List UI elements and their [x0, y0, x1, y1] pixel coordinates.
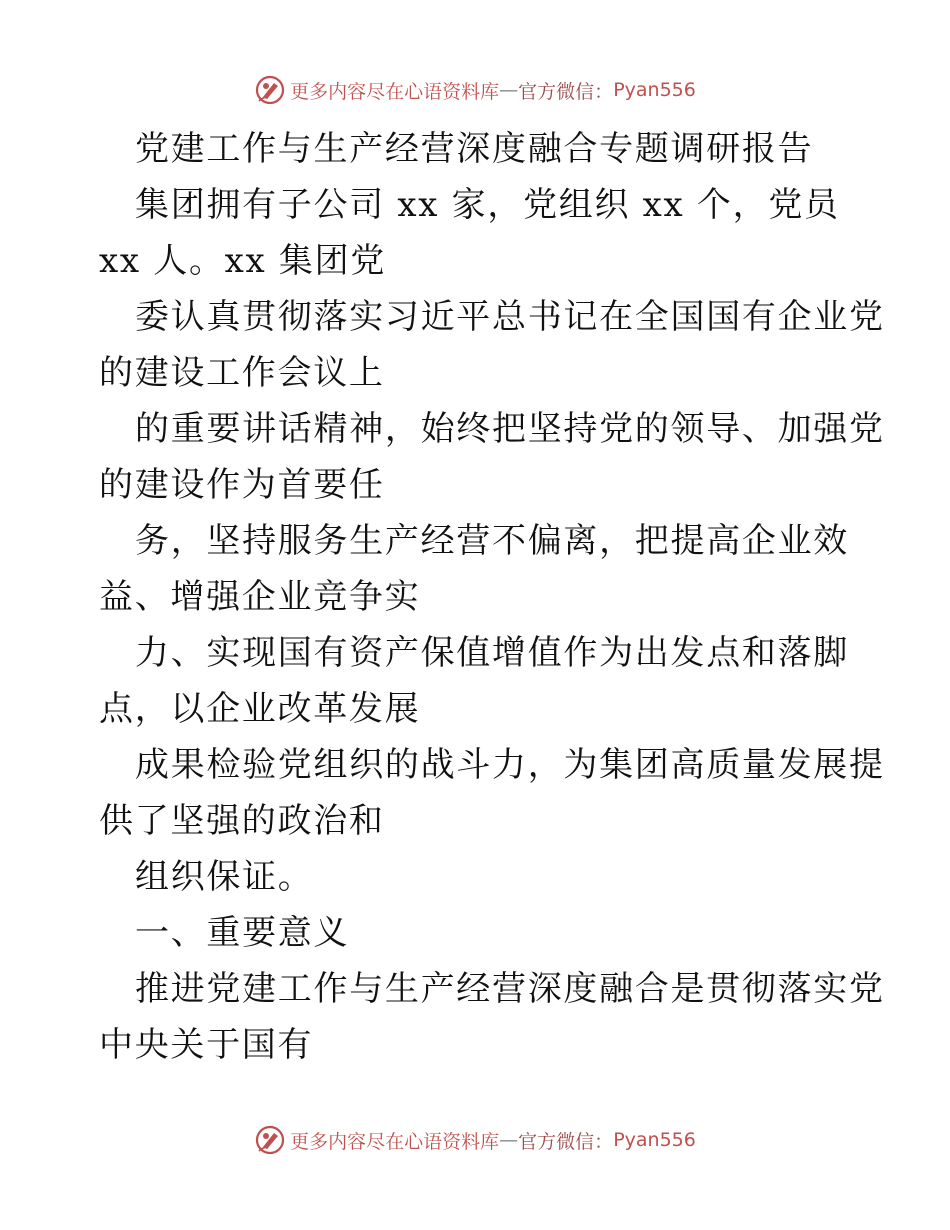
paragraph-line: 的建设作为首要任 [99, 465, 385, 505]
paragraph-line: 组织保证。 [135, 857, 314, 897]
paragraph-line: 供了坚强的政治和 [99, 801, 385, 841]
pen-nib-logo-icon [254, 74, 286, 106]
paragraph-line: 的重要讲话精神，始终把坚持党的领导、加强党 [135, 409, 885, 449]
banner-brand-text: 更多内容尽在心语资料库 [290, 80, 500, 103]
paragraph-line: 益、增强企业竞争实 [99, 577, 421, 617]
pen-nib-logo-icon [254, 1124, 286, 1156]
paragraph-line: 务，坚持服务生产经营不偏离，把提高企业效 [135, 521, 849, 561]
header-watermark-banner [0, 70, 950, 110]
banner-wechat-id: Pyan556 [613, 79, 696, 101]
banner-dash: — [499, 1129, 519, 1151]
footer-watermark-banner [0, 1120, 950, 1160]
banner-dash: — [499, 79, 519, 101]
paragraph-line: 成果检验党组织的战斗力，为集团高质量发展提 [135, 745, 885, 785]
section-heading: 一、重要意义 [135, 913, 350, 953]
paragraph-line: 推进党建工作与生产经营深度融合是贯彻落实党 [135, 969, 885, 1009]
paragraph-line: 点，以企业改革发展 [99, 689, 421, 729]
document-body [99, 121, 885, 1073]
paragraph-line: 的建设工作会议上 [99, 353, 385, 393]
paragraph-line: 中央关于国有 [99, 1025, 314, 1065]
paragraph-line: 集团拥有子公司 xx 家，党组织 xx 个，党员 [135, 185, 840, 225]
paragraph-line: 委认真贯彻落实习近平总书记在全国国有企业党 [135, 297, 885, 337]
paragraph-line: 力、实现国有资产保值增值作为出发点和落脚 [135, 633, 849, 673]
banner-wechat-id: Pyan556 [613, 1129, 696, 1151]
document-title: 党建工作与生产经营深度融合专题调研报告 [135, 129, 814, 169]
banner-contact-label: 官方微信： [518, 1130, 614, 1153]
paragraph-line: xx 人。xx 集团党 [99, 241, 387, 281]
banner-contact-label: 官方微信： [518, 80, 614, 103]
banner-brand-text: 更多内容尽在心语资料库 [290, 1130, 500, 1153]
